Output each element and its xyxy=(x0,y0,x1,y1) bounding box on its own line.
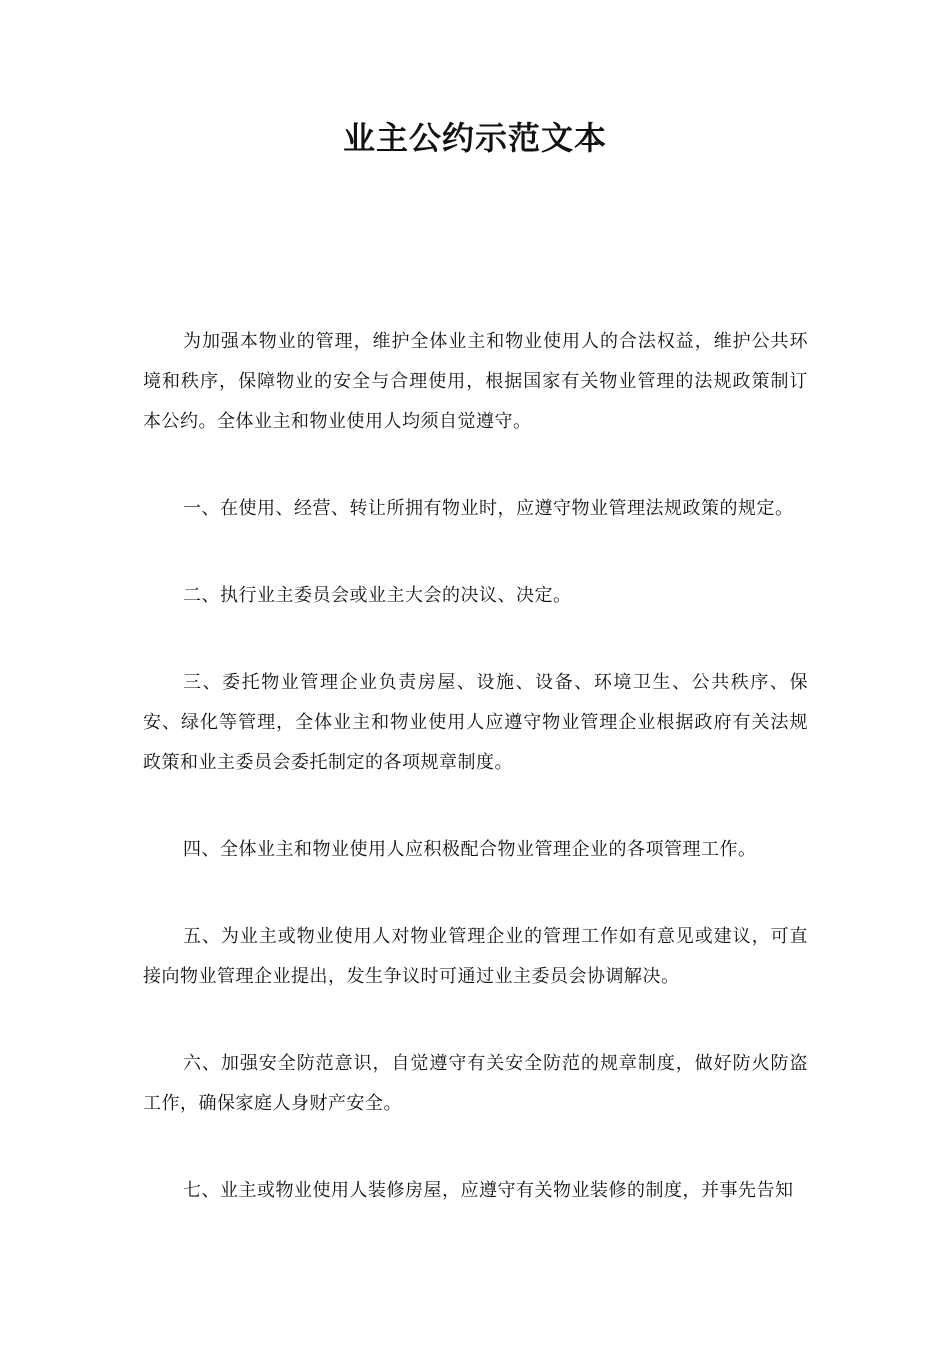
paragraph-article-4: 四、全体业主和物业使用人应积极配合物业管理企业的各项管理工作。 xyxy=(183,839,757,860)
paragraph-preamble: 为加强本物业的管理，维护全体业主和物业使用人的合法权益，维护公共环境和秩序，保障物业的安全与合理使用，根据国家有关物业管理的法规政策制订本公约。全体业主和物业使用人均须自觉遵守。 xyxy=(143,331,808,432)
document-body xyxy=(143,322,808,1258)
paragraph-article-1: 一、在使用、经营、转让所拥有物业时，应遵守物业管理法规政策的规定。 xyxy=(183,498,794,519)
paragraph-article-5: 五、为业主或物业使用人对物业管理企业的管理工作如有意见或建议，可直接向物业管理企业提出，发生争议时可通过业主委员会协调解决。 xyxy=(143,926,808,987)
paragraph-article-3: 三、委托物业管理企业负责房屋、设施、设备、环境卫生、公共秩序、保安、绿化等管理，全体业主和物业使用人应遵守物业管理企业根据政府有关法规政策和业主委员会委托制定的各项规章制度。 xyxy=(143,672,808,773)
paragraph-article-7: 七、业主或物业使用人装修房屋，应遵守有关物业装修的制度，并事先告知 xyxy=(183,1180,794,1201)
document-title: 业主公约示范文本 xyxy=(342,119,607,157)
paragraph-article-2: 二、执行业主委员会或业主大会的决议、决定。 xyxy=(183,585,572,606)
paragraph-article-6: 六、加强安全防范意识，自觉遵守有关安全防范的规章制度，做好防火防盗工作，确保家庭人身财产安全。 xyxy=(143,1053,808,1114)
